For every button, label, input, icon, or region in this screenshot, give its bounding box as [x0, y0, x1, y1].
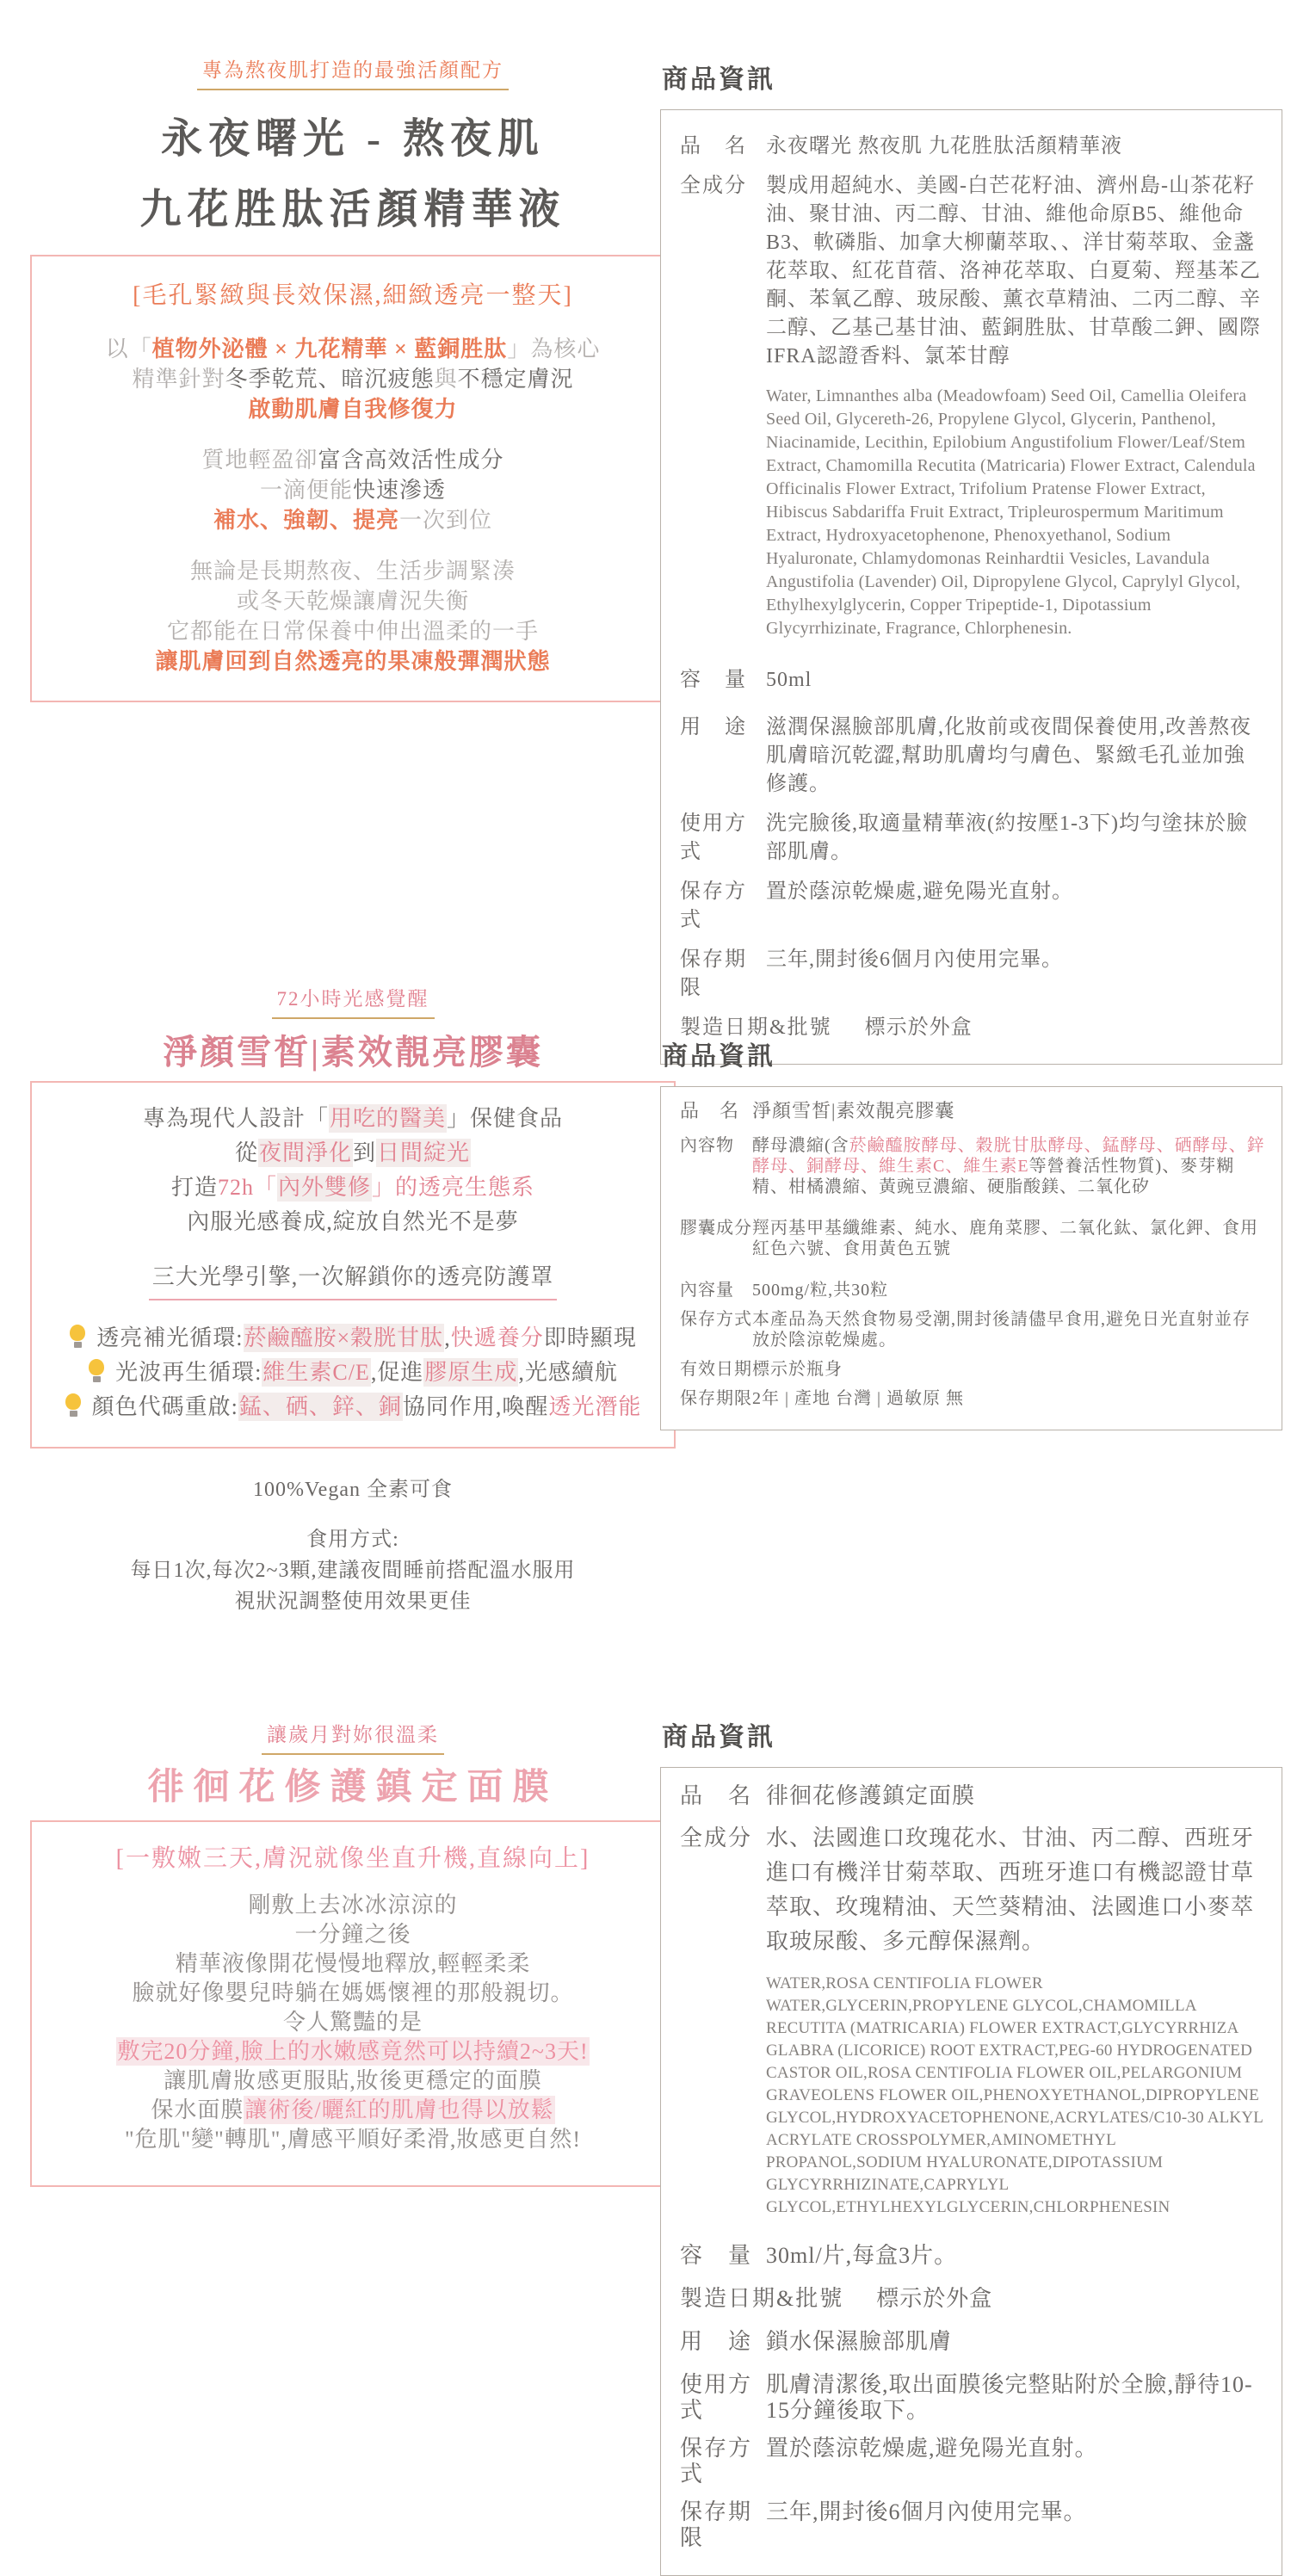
text-segment: 保水面膜 [151, 2097, 244, 2123]
text-segment: 維生素C/E [263, 1360, 370, 1385]
info-row [680, 1388, 1266, 1409]
text-segment: 的透亮生態系 [395, 1175, 535, 1200]
text-segment: 令人驚豔的是 [282, 2010, 423, 2035]
text-segment: 或冬天乾燥讓膚況失衡 [236, 588, 469, 614]
marketing-column [30, 971, 676, 1617]
info-value [766, 172, 1266, 647]
text-segment: 讓術後/曬紅的肌膚也得以放鬆 [244, 2097, 554, 2123]
text-segment: 膠原生成 [424, 1360, 518, 1385]
text-segment: 即時顯現 [543, 1325, 637, 1350]
text-segment: 顏色代碼重啟: [91, 1394, 238, 1419]
info-row [680, 1783, 1266, 1809]
marketing-column [30, 1707, 676, 2213]
info-value [766, 2436, 1266, 2462]
marketing-box [30, 1081, 676, 1449]
info-value [766, 2243, 1266, 2269]
marketing-line [39, 1891, 667, 1920]
info-row [680, 1135, 1266, 1197]
text-segment: 快遞養分 [450, 1325, 544, 1350]
bulb-glass [89, 1359, 104, 1375]
info-row [680, 878, 1266, 935]
text-segment: 製成用超純水、美國-白芒花籽油、濟州島-山茶花籽油、聚甘油、丙二醇、甘油、維他命原B5、維他命B3、軟磷脂、加拿大柳蘭萃取、、洋甘菊萃取、金盞花萃取、紅花苜蓿、洛神花萃取、白夏菊、羥基苯乙酮、苯氧乙醇、玻尿酸、薰衣草精油、二丙二醇、辛二醇、乙基己基甘油、藍銅胜肽、甘草酸二鉀、國際IFRA認證香料、氯苯甘醇 [766, 175, 1261, 368]
marketing-line [39, 1979, 667, 2008]
note-line: 每日1次,每次2~3顆,建議夜間睡前搭配溫水服用 [130, 1560, 576, 1582]
marketing-line [37, 1102, 669, 1136]
info-column [660, 58, 1282, 1065]
marketing-line [37, 1260, 669, 1300]
info-value [752, 1218, 1266, 1259]
info-value [766, 133, 1266, 161]
marketing-line [39, 2008, 667, 2037]
info-value [766, 1821, 1266, 2226]
marketing-line [39, 2125, 667, 2154]
marketing-line [37, 1136, 669, 1171]
text-segment: 到 [353, 1140, 377, 1165]
info-value [766, 810, 1266, 867]
text-segment: 永夜曙光 熬夜肌 九花胜肽活顏精華液 [766, 135, 1122, 158]
marketing-line [37, 1205, 669, 1239]
product-title [30, 118, 676, 232]
info-value [766, 2499, 1266, 2525]
text-segment: 敷完20分鐘,臉上的水嫩感竟然可以持續2~3天! [117, 2039, 589, 2065]
text-segment: 標示於外盒 [864, 1016, 973, 1039]
marketing-column [30, 47, 676, 728]
text-segment: 一分鐘之後 [294, 1922, 411, 1948]
text-segment: 「 [305, 1106, 329, 1131]
info-heading: 商品資訊 [662, 1042, 775, 1071]
text-segment: 2年 | 產地 台灣 | 過敏原 無 [752, 1389, 965, 1408]
info-value [766, 2372, 1266, 2424]
marketing-line [37, 1321, 669, 1356]
info-value [752, 1309, 1266, 1350]
marketing-line [37, 1390, 669, 1424]
info-row [680, 2329, 1266, 2355]
text-segment: 日間綻光 [377, 1140, 471, 1165]
text-segment: 專為現代人設計 [142, 1106, 306, 1131]
info-label: 全成分 [680, 1825, 753, 1850]
product-title [30, 1035, 676, 1071]
info-row [680, 666, 1266, 695]
marketing-line [40, 505, 665, 535]
info-column [660, 1715, 1282, 2576]
info-label: 品 名 [680, 1783, 753, 1808]
info-label: 內容物 [680, 1136, 734, 1155]
info-row [680, 133, 1266, 161]
text-segment: [一敷嫩三天,膚況就像坐直升機,直線向上] [115, 1845, 590, 1873]
text-segment: 淨顏雪皙|素效靚亮膠囊 [752, 1100, 955, 1121]
marketing-line [40, 279, 665, 313]
text-segment: 錳、硒、鋅、銅 [238, 1394, 402, 1419]
product-title-line: 九花胜肽活顏精華液 [139, 187, 566, 233]
info-label: 保存期限 [680, 2499, 753, 2550]
text-segment: 用吃的醫美 [329, 1106, 446, 1131]
marketing-line [40, 445, 665, 475]
text-segment: 富含高效活性成分 [318, 447, 504, 473]
info-label: 保存方式 [680, 880, 747, 931]
product-title-line: 永夜曙光 - 熬夜肌 [161, 116, 545, 162]
marketing-line [40, 586, 665, 616]
marketing-line [39, 1920, 667, 1949]
product-title [30, 1769, 676, 1807]
info-label: 保存期限 [680, 1389, 752, 1408]
tagline-wrap [30, 983, 676, 1019]
info-label: 用 途 [680, 716, 747, 738]
info-row [680, 1359, 1266, 1380]
text-segment: 三年,開封後6個月內使用完畢。 [766, 948, 1063, 971]
text-segment: 」 [372, 1175, 396, 1200]
marketing-line [39, 2037, 667, 2066]
text-segment: 以「 [105, 336, 152, 361]
product-title-line: 徘徊花修護鎮定面膜 [147, 1768, 559, 1807]
text-segment: 」 [447, 1106, 471, 1131]
info-value [752, 1135, 1266, 1197]
info-value [766, 713, 1266, 799]
bulb-base [93, 1376, 101, 1382]
section-tagline: 72小時光感覺醒 [272, 983, 435, 1019]
info-value [752, 1359, 1266, 1380]
info-heading: 商品資訊 [662, 1723, 775, 1751]
text-segment: 三大光學引擎,一次解鎖你的透亮防護罩 [151, 1264, 554, 1289]
text-segment: 內服光感養成,綻放自然光不是夢 [187, 1209, 519, 1234]
section-tagline: 專為熬夜肌打造的最強活顏配方 [197, 54, 509, 90]
info-row [680, 2243, 1266, 2269]
marketing-line [39, 1843, 667, 1875]
info-row [680, 2499, 1266, 2551]
text-segment: 與 [434, 366, 458, 392]
marketing-line [40, 334, 665, 364]
text-segment: 置於蔭涼乾燥處,避免陽光直射。 [766, 2436, 1098, 2461]
text-segment: 透光潛能 [548, 1394, 642, 1419]
text-segment: 置於蔭涼乾燥處,避免陽光直射。 [766, 880, 1073, 903]
text-segment: 洗完臉後,取適量精華液(約按壓1-3下)均勻塗抹於臉部肌膚。 [766, 812, 1248, 863]
info-value [766, 1783, 1266, 1809]
bulb-icon [69, 1325, 86, 1348]
text-segment: 一滴便能 [259, 477, 353, 503]
marketing-line [40, 394, 665, 424]
text-segment: 羥丙基甲基纖維素、純水、鹿角菜膠、二氧化鈦、氯化鉀、食用紅色六號、食用黃色五號 [752, 1219, 1258, 1258]
text-segment: "危肌"變"轉肌",膚感平順好柔滑,妝感更自然! [124, 2127, 582, 2153]
text-segment: 「 [253, 1175, 277, 1200]
info-label: 使用方式 [680, 2372, 753, 2423]
text-segment: 30ml/片,每盒3片。 [766, 2243, 958, 2268]
marketing-box [30, 255, 676, 702]
text-segment: 肌膚清潔後,取出面膜後完整貼附於全臉,靜待10-15分鐘後取下。 [766, 2372, 1253, 2423]
note-line: 食用方式: [306, 1529, 399, 1551]
info-value [752, 1101, 1266, 1121]
bulb-icon [65, 1393, 82, 1417]
text-segment: 快速滲透 [353, 477, 447, 503]
text-segment: 讓肌膚回到自然透亮的果凍般彈潤狀態 [155, 648, 551, 674]
text-segment: 水、法國進口玫瑰花水、甘油、丙二醇、西班牙進口有機洋甘菊萃取、西班牙進口有機認證甘草萃取、玫瑰精油、天竺葵精油、法國進口小麥萃取玻尿酸、多元醇保濕劑。 [766, 1825, 1255, 1954]
text-segment: 啟動肌膚自我修復力 [248, 396, 458, 422]
text-segment: , [444, 1325, 451, 1350]
section-tagline: 讓歲月對妳很溫柔 [262, 1719, 444, 1755]
info-value [752, 1280, 1266, 1300]
text-segment: 標示於瓶身 [752, 1360, 843, 1379]
info-label: 品 名 [680, 1100, 740, 1121]
text-segment: 本產品為天然食物易受潮,開封後請儘早食用,避免日光直射並存放於陰涼乾燥處。 [752, 1310, 1251, 1350]
text-segment: 補水、強韌、提亮 [213, 507, 399, 533]
info-row [680, 1280, 1266, 1300]
note-line: 100%Vegan 全素可食 [253, 1479, 453, 1501]
text-segment: 臉就好像嬰兒時躺在媽媽懷裡的那般親切。 [132, 1980, 574, 2006]
note-line: 視狀況調整使用效果更佳 [234, 1591, 472, 1613]
text-segment: 精準針對 [132, 366, 225, 392]
info-label: 保存方式 [680, 2436, 753, 2486]
info-value [752, 1388, 1266, 1409]
text-segment: 不穩定膚況 [457, 366, 574, 392]
marketing-line [40, 646, 665, 676]
info-heading: 商品資訊 [662, 65, 775, 94]
info-row [680, 946, 1266, 1003]
info-label: 容 量 [680, 669, 747, 691]
product-title-line: 淨顏雪皙|素效靚亮膠囊 [163, 1033, 543, 1072]
text-segment: 質地輕盈卻 [201, 447, 318, 473]
underlined-text [149, 1260, 558, 1300]
info-label: 使用方式 [680, 812, 747, 863]
text-segment: 一次到位 [399, 507, 493, 533]
info-row [680, 1309, 1266, 1350]
marketing-line [40, 364, 665, 394]
text-segment: 打造 [170, 1175, 218, 1200]
text-segment: 植物外泌體 × 九花精華 × 藍銅胜肽 [151, 336, 508, 361]
info-row [680, 1101, 1266, 1121]
bulb-base [74, 1342, 82, 1348]
text-segment: 無論是長期熬夜、生活步調緊湊 [189, 558, 516, 584]
marketing-notes [30, 1474, 676, 1617]
info-label: 品 名 [680, 135, 747, 158]
text-segment: 剛敷上去冰冰涼涼的 [248, 1893, 458, 1918]
info-label: 內容量 [680, 1281, 734, 1300]
text-segment: 保健食品 [470, 1106, 564, 1131]
ingredients-en: Water, Limnanthes alba (Meadowfoam) Seed Oil, Camellia Oleifera Seed Oil, Glycereth-26, Propylene Glycol, Glycerin, Panthenol, Niacinamide, Lecithin, Epilobium Angustifolium Flower/Leaf/Stem Extract, Chamomilla Recutita (Matricaria) Flower Extract, Calendula Officinalis Flower Extract, Trifolium Pratense Flower Extract, Hibiscus Sabdariffa Fruit Extract, Tripleurospermum Maritimum Extract, Hydroxyacetophenone, Phenoxyethanol, Sodium Hyaluronate, Chlamydomonas Reinhardtii Vesicles, Lavandula Angustifolia (Lavender) Oil, Dipropylene Glycol, Caprylyl Glycol, Ethylhexylglycerin, Copper Tripeptide-1, Dipotassium Glycyrrhizinate, Fragrance, Chlorphenesin. [766, 386, 1256, 638]
text-segment: ,光感續航 [518, 1360, 618, 1385]
text-segment: 協同作用,喚醒 [402, 1394, 549, 1419]
text-segment: 三年,開封後6個月內使用完畢。 [766, 2499, 1087, 2524]
marketing-line [40, 556, 665, 586]
info-box [660, 1086, 1282, 1430]
text-segment: 透亮補光循環: [96, 1325, 244, 1350]
text-segment: 從 [234, 1140, 258, 1165]
text-segment: 讓肌膚妝感更服貼,妝後更穩定的面膜 [164, 2068, 542, 2094]
info-label: 膠囊成分 [680, 1219, 752, 1238]
info-row [680, 2286, 1266, 2312]
text-segment: 內外雙修 [277, 1175, 371, 1200]
info-label: 保存方式 [680, 1310, 752, 1329]
text-segment: 72h [217, 1175, 254, 1200]
marketing-line [37, 1171, 669, 1205]
info-value [766, 878, 1266, 906]
info-label: 有效日期 [680, 1360, 752, 1379]
text-segment: 等營養活性物質)、麥芽糊精、柑橘濃縮、黃豌豆濃縮、硬脂酸鎂、二氧化矽 [752, 1157, 1235, 1196]
info-box [660, 1767, 1282, 2576]
info-row [680, 172, 1266, 647]
tagline-wrap [30, 54, 676, 90]
text-segment: 50ml [766, 669, 812, 691]
tagline-wrap [30, 1719, 676, 1755]
bulb-glass [70, 1325, 85, 1341]
marketing-line [40, 616, 665, 646]
text-segment: 光波再生循環: [115, 1360, 263, 1385]
info-value [766, 2329, 1266, 2355]
info-label: 保存期限 [680, 948, 747, 999]
bulb-icon [88, 1359, 105, 1382]
text-segment: 冬季乾荒、暗沉疲態 [225, 366, 435, 392]
info-box [660, 109, 1282, 1065]
text-segment: 菸鹼醯胺酵母、穀胱甘肽酵母、錳酵母、硒酵母、鋅酵母、銅酵母、維生素C、維生素E [752, 1136, 1265, 1176]
text-segment: 滋潤保濕臉部肌膚,化妝前或夜間保養使用,改善熬夜肌膚暗沉乾澀,幫助肌膚均勻膚色、緊緻毛孔並加強修護。 [766, 716, 1251, 795]
text-segment: 酵母濃縮(含 [752, 1136, 849, 1155]
text-segment: 」為核心 [507, 336, 601, 361]
info-column [660, 1035, 1282, 1430]
info-label: 製造日期&批號 [680, 1016, 832, 1039]
text-segment: [毛孔緊緻與長效保濕,細緻透亮一整天] [133, 281, 573, 309]
text-segment: 菸鹼醯胺×穀胱甘肽 [244, 1325, 444, 1350]
info-row [680, 1218, 1266, 1259]
text-segment: 標示於外盒 [876, 2286, 993, 2311]
info-value [876, 2286, 1266, 2312]
info-label: 用 途 [680, 2329, 753, 2354]
info-label: 容 量 [680, 2243, 753, 2268]
text-segment: 它都能在日常保養中伸出溫柔的一手 [166, 618, 539, 644]
marketing-line [39, 2066, 667, 2096]
info-value [766, 946, 1266, 974]
marketing-line [39, 2096, 667, 2125]
info-row [680, 2436, 1266, 2487]
text-segment: ,促進 [370, 1360, 424, 1385]
text-segment: 精華液像開花慢慢地釋放,輕輕柔柔 [175, 1951, 531, 1977]
text-segment: 徘徊花修護鎮定面膜 [766, 1783, 976, 1808]
text-segment: 夜間淨化 [258, 1140, 352, 1165]
bulb-base [70, 1411, 77, 1417]
text-segment: 500mg/粒,共30粒 [752, 1281, 889, 1300]
info-row [680, 713, 1266, 799]
marketing-box [30, 1820, 676, 2187]
marketing-line [37, 1356, 669, 1390]
info-row [680, 2372, 1266, 2424]
info-row [680, 1821, 1266, 2226]
text-segment: 鎖水保濕臉部肌膚 [766, 2329, 953, 2354]
ingredients-en: WATER,ROSA CENTIFOLIA FLOWER WATER,GLYCERIN,PROPYLENE GLYCOL,CHAMOMILLA RECUTITA (MATRICARIA) FLOWER EXTRACT,GLYCYRRHIZA GLABRA (LICORICE) ROOT EXTRACT,PEG-60 HYDROGENATED CASTOR OIL,ROSA CENTIFOLIA FLOWER OIL,PELARGONIUM GRAVEOLENS FLOWER OIL,PHENOXYETHANOL,DIPROPYLENE GLYCOL,HYDROXYACETOPHENONE,ACRYLATES/C10-30 ALKYL ACRYLATE CROSSPOLYMER,AMINOMETHYL PROPANOL,SODIUM HYALURONATE,DIPOTASSIUM GLYCYRRHIZINATE,CAPRYLYL GLYCOL,ETHYLHEXYLGLYCERIN,CHLORPHENESIN [766, 1974, 1263, 2216]
info-label: 製造日期&批號 [680, 2286, 844, 2311]
info-value [766, 666, 1266, 695]
info-label: 全成分 [680, 175, 747, 197]
marketing-line [39, 1949, 667, 1979]
bulb-glass [65, 1393, 81, 1410]
marketing-line [40, 475, 665, 505]
info-row [680, 810, 1266, 867]
